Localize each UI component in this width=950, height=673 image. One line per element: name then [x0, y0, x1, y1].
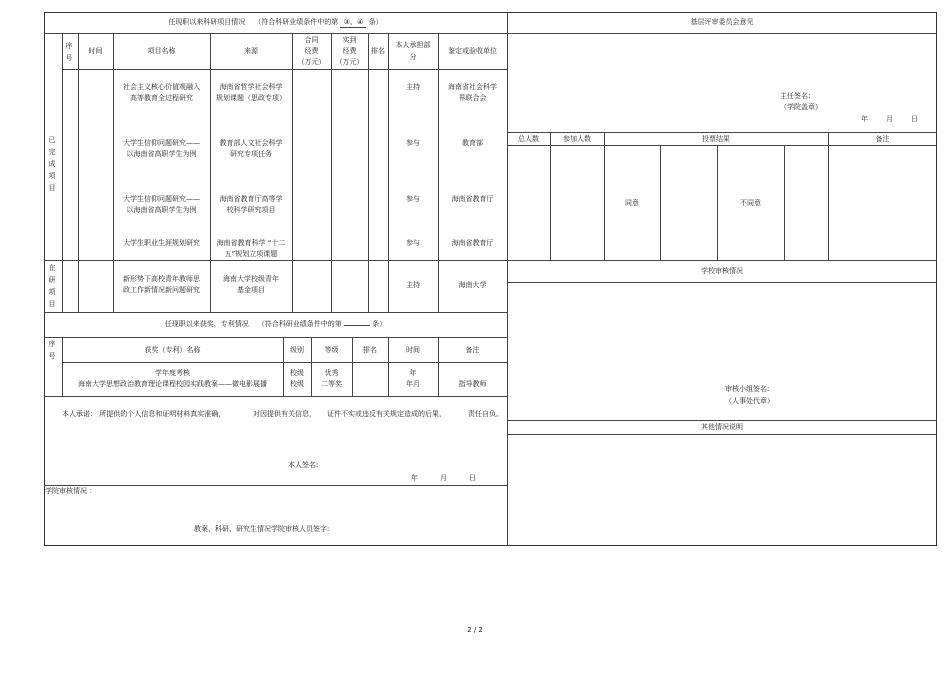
commitment-text-1: 本人承诺： 所提供的个人信息和证明材料真实准确， — [62, 410, 226, 418]
inprogress-row-1-source-1: 海南大学校级青年 — [223, 275, 279, 283]
research-header-contract-fund-1: 合同 — [304, 36, 319, 44]
awards-header-grade: 等级 — [324, 346, 339, 354]
line — [113, 33, 114, 312]
completed-row-4-source-2: 五”规划立项课题 — [224, 250, 278, 258]
committee-disagree: 不同意 — [740, 199, 761, 207]
completed-row-4-unit: 海南省教育厅 — [451, 239, 494, 247]
research-criteria-suffix: 条） — [368, 18, 383, 26]
awards-section-header — [44, 319, 507, 329]
committee-date-month: 月 — [886, 115, 893, 123]
committee-header-result: 投票结果 — [702, 135, 730, 143]
inprogress-row-1-unit: 海南大学 — [458, 281, 487, 289]
page-number: 2 / 2 — [467, 626, 483, 634]
line — [388, 33, 389, 312]
completed-row-4-source-1: 海南省教育科学 “十二 — [216, 239, 286, 247]
awards-row-1-grade-1: 优秀 — [324, 369, 339, 377]
awards-header-time: 时间 — [406, 346, 420, 354]
completed-row-4-role: 参与 — [406, 239, 420, 247]
completed-row-2-source-2: 研究专项任务 — [230, 150, 272, 158]
completed-row-2-name-1: 大学生信仰问题研究—— — [123, 139, 200, 147]
line — [292, 33, 293, 312]
research-header-time: 时间 — [88, 47, 103, 55]
completed-projects-label: 已完成项目 — [48, 136, 56, 192]
committee-header-attend: 参加人数 — [563, 135, 591, 143]
completed-row-3-name-2: 以海南省高职学生为例 — [126, 206, 197, 214]
line — [507, 33, 937, 34]
completed-row-1-name-1: 社会主义核心价值观融入 — [123, 83, 200, 91]
awards-row-1-grade-2: 二等奖 — [321, 380, 342, 388]
college-review-signers: 教案、科研、研究生情况学院审核人员签字: — [194, 525, 330, 533]
awards-row-1-name-1: 学年度考核 — [155, 369, 190, 377]
completed-row-1-source-2: 规划课题（思政专项） — [216, 94, 286, 102]
research-criteria-prefix: （符合科研业绩条件中的第 — [254, 18, 339, 26]
commitment-date-day: 日 — [469, 474, 476, 482]
committee-chair-sign: 主任签名： — [780, 92, 815, 100]
line — [660, 145, 661, 260]
awards-header-note: 备注 — [465, 346, 480, 354]
committee-seal: （学院盖章） — [780, 103, 822, 111]
completed-row-1-source-1: 海南省哲学社会科学 — [219, 83, 283, 91]
completed-row-3-source-2: 校科学研究项目 — [226, 206, 276, 214]
research-header-rank: 排名 — [371, 47, 385, 55]
completed-row-2-role: 参与 — [406, 139, 420, 147]
completed-row-3-name-1: 大学生信仰问题研究—— — [123, 195, 200, 203]
research-header-name: 项目名称 — [147, 47, 176, 55]
awards-row-1-name-2: 海南大学思想政治教育理论课程校园实践教案——微电影展播 — [78, 380, 267, 388]
inprogress-row-1-name-2: 政工作新情况新问题研究 — [123, 286, 200, 294]
line — [828, 132, 829, 260]
completed-row-1-unit-2: 界联合会 — [458, 94, 487, 102]
research-section-header — [44, 17, 507, 28]
awards-row-1-time-2: 年月 — [406, 380, 420, 388]
line — [507, 420, 937, 421]
research-section-title: 任现职以来科研项目情况 — [168, 18, 246, 26]
committee-date-day: 日 — [911, 115, 918, 123]
school-review-title: 学校审核情况 — [701, 267, 743, 275]
awards-row-1-level-1: 校级 — [290, 369, 304, 377]
research-header-actual-fund-1: 实到 — [342, 36, 357, 44]
line — [44, 396, 507, 397]
inprogress-row-1-source-2: 基金项目 — [237, 286, 265, 294]
research-header-role-1: 本人承担部 — [395, 41, 431, 49]
awards-row-1-time-1: 年 — [409, 369, 417, 377]
committee-title: 基层评审委员会意见 — [690, 18, 754, 26]
line — [507, 434, 937, 435]
line — [62, 362, 507, 363]
line — [44, 485, 507, 486]
awards-criteria-prefix: （符合科研业绩条件中的第 — [257, 320, 342, 328]
other-title: 其他情况说明 — [701, 423, 743, 431]
research-header-actual-fund-3: （万元） — [335, 58, 364, 66]
line — [550, 132, 551, 260]
completed-row-2-source-1: 教育部人文社会科学 — [219, 139, 283, 147]
research-header-contract-fund-2: 经费 — [304, 47, 319, 55]
awards-header-level: 级别 — [290, 346, 304, 354]
committee-header-total: 总人数 — [518, 135, 539, 143]
committee-header-note: 备注 — [875, 135, 890, 143]
school-review-seal: （人事处代章） — [725, 397, 774, 405]
awards-criteria-suffix: 条） — [372, 320, 387, 328]
line — [331, 33, 332, 312]
commitment-signature: 本人签名: — [288, 461, 319, 469]
research-header-actual-fund-2: 经费 — [342, 47, 357, 55]
completed-row-3-unit: 海南省教育厅 — [451, 195, 494, 203]
line — [507, 282, 937, 283]
line — [368, 33, 369, 312]
completed-row-1-role: 主持 — [406, 83, 420, 91]
research-header-contract-fund-3: （万元） — [297, 58, 326, 66]
commitment-date-month: 月 — [440, 474, 447, 482]
research-header-unit: 鉴定或验收单位 — [448, 47, 497, 55]
completed-row-3-role: 参与 — [406, 195, 420, 203]
line — [62, 33, 63, 312]
school-review-sign: 审核小组签名: — [725, 385, 770, 393]
awards-row-1-level-2: 校级 — [290, 380, 304, 388]
awards-header-name: 获奖（专利）名称 — [144, 346, 201, 354]
completed-row-4-name: 大学生职业生涯规划研究 — [123, 239, 200, 247]
inprogress-row-1-role: 主持 — [406, 281, 420, 289]
committee-date-year: 年 — [861, 115, 868, 123]
line — [507, 145, 937, 146]
research-header-role-2: 分 — [409, 53, 417, 61]
line — [210, 33, 211, 312]
awards-header-rank: 排名 — [363, 346, 377, 354]
completed-row-3-source-1: 海南省教育厅高等学 — [219, 195, 283, 203]
completed-row-2-name-2: 以海南省高职学生为例 — [126, 150, 197, 158]
line — [604, 132, 605, 260]
line — [784, 145, 785, 260]
line — [507, 260, 937, 261]
committee-agree: 同意 — [625, 199, 639, 207]
commitment-date-year: 年 — [411, 474, 418, 482]
awards-section-title: 任现职以来获奖，专利情况 — [164, 320, 249, 328]
line — [507, 12, 508, 546]
research-header-source: 来源 — [244, 47, 258, 55]
line — [44, 312, 507, 313]
completed-row-1-unit-1: 海南省社会科学 — [448, 83, 497, 91]
awards-header-seq: 序号 — [48, 340, 56, 360]
completed-row-2-unit: 教育部 — [462, 139, 483, 147]
line — [507, 132, 937, 133]
commitment-text-4: 责任自负。 — [468, 410, 503, 418]
completed-row-1-name-2: 高等教育全过程研究 — [130, 94, 193, 102]
commitment-text-2: 对因提供有关信息， — [253, 410, 316, 418]
college-review-label: 学院审核情况 ： — [45, 487, 97, 495]
awards-row-1-note: 指导教师 — [458, 380, 487, 388]
commitment-text-3: 证件不实或违反有关规定造成的后果， — [327, 410, 446, 418]
inprogress-projects-label: 在研项目 — [48, 264, 56, 308]
line — [438, 33, 439, 312]
research-header-seq: 序号 — [65, 42, 73, 62]
research-criteria-value: ③、④ — [340, 17, 366, 28]
line — [62, 69, 507, 70]
inprogress-row-1-name-1: 新形势下高校青年教师思 — [123, 275, 200, 283]
awards-criteria-value — [344, 325, 370, 326]
line — [78, 33, 79, 312]
